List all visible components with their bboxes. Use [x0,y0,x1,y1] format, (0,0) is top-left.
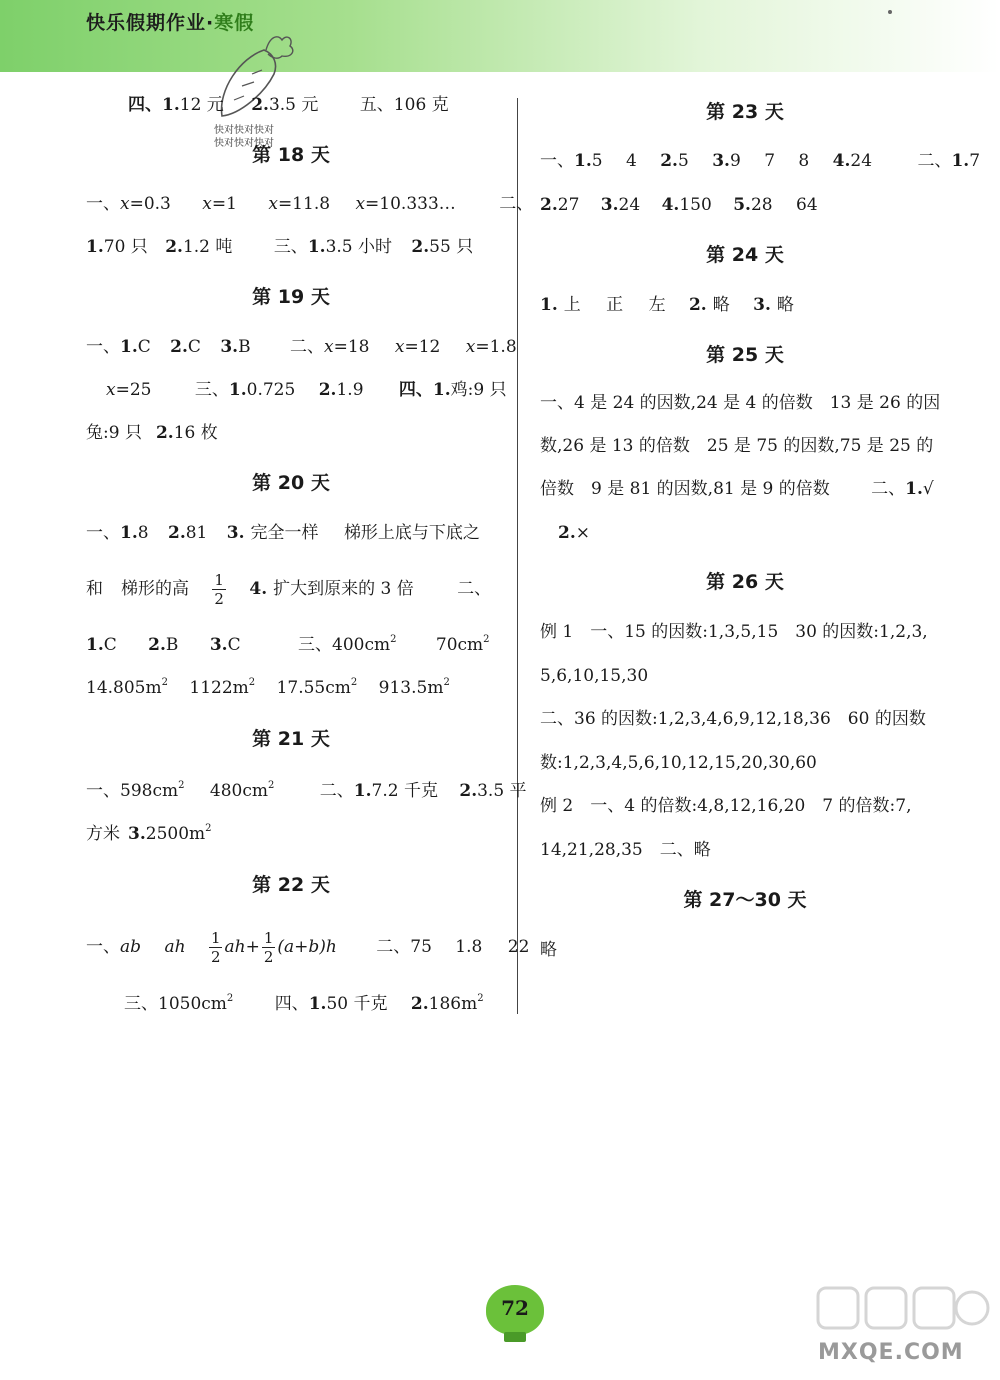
answer-line: 四、1.12 元 2.3.5 元 五、106 克 [128,95,449,115]
answer-line: 数,26 是 13 的倍数 25 是 75 的因数,75 是 25 的 [540,436,934,456]
fraction: $\frac{1}{2}$ [263,929,274,966]
answer-line: 一、$598cm^2$ $480cm^2$ 二、1.7.2 千克 2.3.5 平 [86,780,527,801]
answer-line: 例 1 一、15 的因数:1,3,5,15 30 的因数:1,2,3, [540,622,928,642]
fraction: $\frac{1}{2}$ [214,571,224,608]
answer-line: 一、1.8 2.81 3. 完全一样 梯形上底与下底之 [86,523,480,543]
day-heading: 第 18 天 [252,144,330,166]
day-heading: 第 23 天 [706,101,784,123]
day-heading: 第 24 天 [706,244,784,266]
carrot-note: 快对快对快对 快对快对快对 [214,125,274,149]
answer-line: 兔:9 只 2.16 枚 [86,423,218,443]
answer-line: 2.27 3.24 4.150 5.28 64 [540,195,818,215]
answer-line: 1.C 2.B 3.C 三、$400cm^2$ $70cm^2$ [86,634,490,655]
page-number: 72 [501,1296,529,1320]
header-title: 快乐假期作业·寒假 [86,12,255,34]
answer-line: 方米 $3.2500m^2$ [86,823,212,844]
answer-line: 一、4 是 24 的因数,24 是 4 的倍数 13 是 26 的因 [540,393,941,413]
answer-line: 一、1.C 2.C 3.B 二、x=18 x=12 x=1.8 [86,337,517,357]
answer-line: 1. 上 正 左 2. 略 3. 略 [540,295,794,315]
day-heading: 第 27～30 天 [683,889,807,911]
day-heading: 第 26 天 [706,571,784,593]
answer-line: x=25 三、1.0.725 2.1.9 四、1.鸡:9 只 [106,380,507,400]
answer-line: 2.× [558,523,590,543]
answer-line: 和 梯形的高 $\frac{1}{2}$ 4. 扩大到原来的 3 倍 二、 [86,571,492,608]
answer-line: $14.805m^2$ $1122m^2$ $17.55cm^2$ $913.5m^2$ [86,677,450,698]
answer-line: 5,6,10,15,30 [540,666,649,686]
answer-line: 一、x=0.3 x=1 x=11.8 x=10.333… 二、 [86,194,534,214]
answer-line: 数:1,2,3,4,5,6,10,12,15,20,30,60 [540,753,817,773]
answer-line: 三、$1050cm^2$ 四、1.50 千克 $2.186m^2$ [124,993,484,1014]
day-heading: 第 22 天 [252,874,330,896]
answer-line: 倍数 9 是 81 的因数,81 是 9 的倍数 二、1.√ [540,479,934,499]
fraction: $\frac{1}{2}$ [210,929,221,966]
answer-line: 略 [540,940,557,960]
answer-line: 1.70 只 2.1.2 吨 三、1.3.5 小时 2.55 只 [86,237,474,257]
answer-line: 一、1.5 4 2.5 3.9 7 8 4.24 二、1.7 [540,151,981,171]
answer-line: 例 2 一、4 的倍数:4,8,12,16,20 7 的倍数:7, [540,796,912,816]
day-heading: 第 20 天 [252,472,330,494]
day-heading: 第 25 天 [706,344,784,366]
answer-line: 一、ab ah $\frac{1}{2}$ ah+ $\frac{1}{2}$ (a+b)h 二、75 1.8 22 [86,929,530,966]
page-badge-stem [504,1332,526,1342]
day-heading: 第 19 天 [252,286,330,308]
watermark-text: MXQE.COM [818,1340,964,1365]
day-heading: 第 21 天 [252,728,330,750]
header-dot [888,10,892,14]
answer-line: 14,21,28,35 二、略 [540,840,711,860]
column-divider [517,98,518,1014]
answer-line: 二、36 的因数:1,2,3,4,6,9,12,18,36 60 的因数 [540,709,926,729]
